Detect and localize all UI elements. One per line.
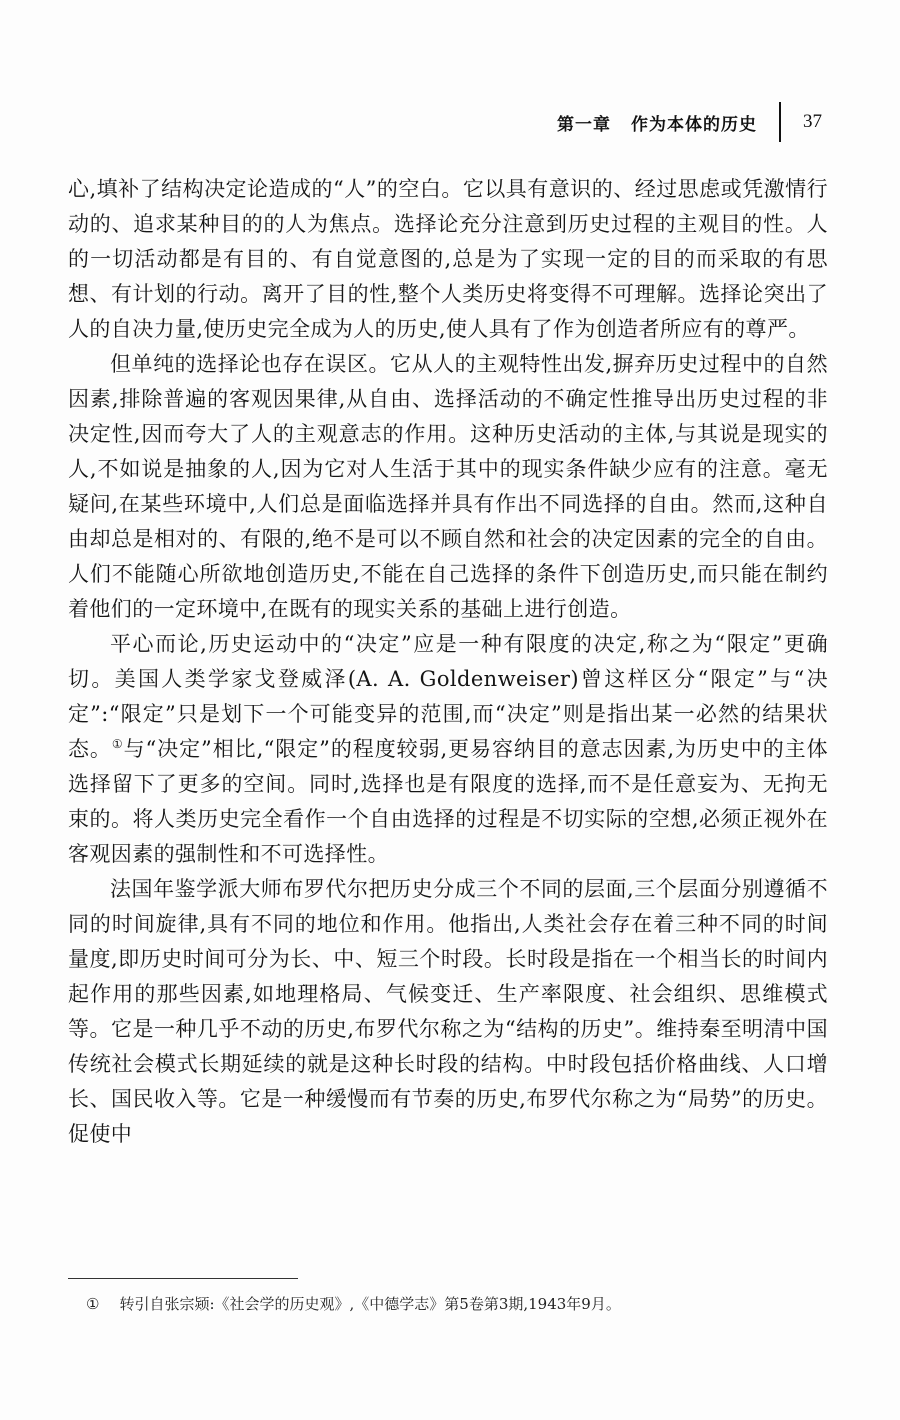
- chapter-title: 作为本体的历史: [631, 114, 757, 135]
- header-divider: [779, 102, 781, 142]
- body-text: [68, 172, 828, 1152]
- paragraph-2: 但单纯的选择论也存在误区。它从人的主观特性出发,摒弃历史过程中的自然因素,排除普遍的客观因果律,从自由、选择活动的不确定性推导出历史过程的非决定性,因而夸大了人的主观意志的作用。这种历史活动的主体,与其说是现实的人,不如说是抽象的人,因为它对人生活于其中的现实条件缺少应有的注意。毫无疑问,在某些环境中,人们总是面临选择并具有作出不同选择的自由。然而,这种自由却总是相对的、有限的,绝不是可以不顾自然和社会的决定因素的完全的自由。人们不能随心所欲地创造历史,不能在自己选择的条件下创造历史,而只能在制约着他们的一定环境中,在既有的现实关系的基础上进行创造。: [68, 352, 828, 621]
- paragraph-3-after: 与“决定”相比,“限定”的程度较弱,更易容纳目的意志因素,为历史中的主体选择留下了更多的空间。同时,选择也是有限度的选择,而不是任意妄为、无拘无束的。将人类历史完全看作一个自由选择的过程是不切实际的空想,必须正视外在客观因素的强制性和不可选择性。: [68, 737, 828, 866]
- page-number: 37: [803, 111, 822, 132]
- running-head: [557, 102, 822, 142]
- footnote-text: 转引自张宗颎:《社会学的历史观》,《中德学志》第5卷第3期,1943年9月。: [119, 1295, 621, 1313]
- chapter-label: 第一章: [557, 114, 611, 135]
- paragraph-1: 心,填补了结构决定论造成的“人”的空白。它以具有意识的、经过思虑或凭激情行动的、追求某种目的的人为焦点。选择论充分注意到历史过程的主观目的性。人的一切活动都是有目的、有自觉意图的,总是为了实现一定的目的而采取的有思想、有计划的行动。离开了目的性,整个人类历史将变得不可理解。选择论突出了人的自决力量,使历史完全成为人的历史,使人具有了作为创造者所应有的尊严。: [68, 177, 828, 341]
- footnote-mark: ①: [86, 1295, 100, 1313]
- footnote-reference[interactable]: ①: [111, 737, 124, 751]
- paragraph-4: 法国年鉴学派大师布罗代尔把历史分成三个不同的层面,三个层面分别遵循不同的时间旋律,具有不同的地位和作用。他指出,人类社会存在着三种不同的时间量度,即历史时间可分为长、中、短三个时段。长时段是指在一个相当长的时间内起作用的那些因素,如地理格局、气候变迁、生产率限度、社会组织、思维模式等。它是一种几乎不动的历史,布罗代尔称之为“结构的历史”。维持秦至明清中国传统社会模式长期延续的就是这种长时段的结构。中时段包括价格曲线、人口增长、国民收入等。它是一种缓慢而有节奏的历史,布罗代尔称之为“局势”的历史。促使中: [68, 877, 828, 1146]
- paragraph-3-before: 平心而论,历史运动中的“决定”应是一种有限度的决定,称之为“限定”更确切。美国人类学家戈登威泽(A. A. Goldenweiser)曾这样区分“限定”与“决定”:“限定”只是划下一个可能变异的范围,而“决定”则是指出某一必然的结果状态。: [68, 632, 828, 761]
- paragraph-3: [68, 627, 828, 872]
- footnote-rule: [68, 1278, 298, 1279]
- footnote: [86, 1292, 826, 1316]
